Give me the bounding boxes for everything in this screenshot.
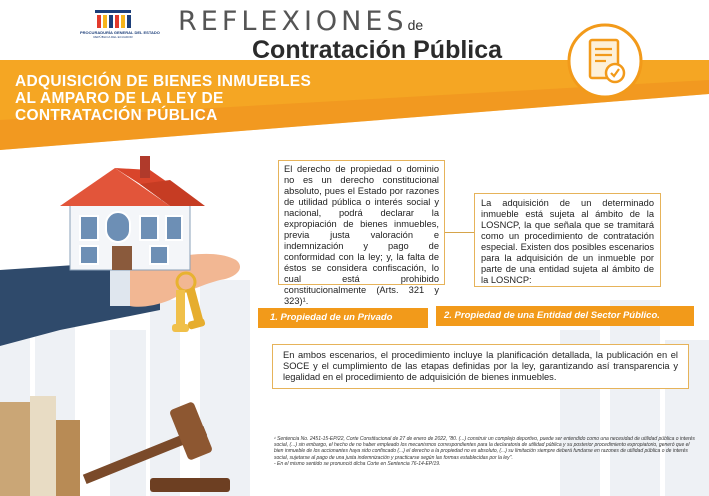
house-in-hand-illustration: [0, 150, 270, 350]
summary-text-box: En ambos escenarios, el procedimiento incluye la planificación detallada, la publicación en el SOCE y el cumplimiento de las etapas definidas por la ley, garantizando así transparencia y legalidad en el procedimiento de adquisición de bienes inmuebles.: [272, 344, 689, 389]
intro-text-box: El derecho de propiedad o dominio no es un derecho constitucional absoluto, pues el Estado por razones de utilidad pública o interés social y nacional, podrá declarar la expropiación de bienes inmuebles, previa justa valoración e indemnización y pago de conformidad con la ley; y, la falta de éstos se considera confiscación, lo cual está prohibido constitucionalmente (Arts. 321 y 323)¹.: [278, 160, 445, 285]
logo: [80, 8, 160, 56]
gavel-illustration: [0, 380, 260, 496]
logo-mark-icon: [93, 8, 133, 30]
gavel-icon: [83, 401, 230, 492]
connector-line: [445, 232, 474, 233]
footnote-text: ¹ Sentencia No. 2451-15-EP/22, Corte Constitucional de 27 de enero de 2022, "80. (...) construir un complejo deportivo, puede ser entendido como una necesidad de utilidad pública o interés social, (...) sin embargo, el hecho de no haber empleado los mecanismos correspondientes para la declaratoria de utilidad pública y su posterior procedimiento expropiatorio, generó que el bien inmueble de los accionantes haya sido confiscado (...) el derecho a la propiedad no es absoluto, (...) su limitación siempre deberá fundarse en razones de utilidad pública o de interés social, sujetarse al pago de una justa indemnización y practicarse según las formas establecidas por la ley".: [274, 436, 695, 461]
title-de: de: [407, 17, 424, 33]
banner-title-line1: ADQUISICIÓN DE BIENES INMUEBLES: [15, 73, 312, 90]
banner-title: [15, 73, 355, 124]
scope-text-box: La adquisición de un determinado inmueble está sujeta al ámbito de la LOSNCP, la que señala que se tramitará como un procedimiento de contratación especial. Existen dos posibles escenarios para la adquisición de un inmueble por parte de una entidad sujeta al ámbito de la LOSNCP:: [474, 193, 661, 287]
page-title: Contratación Pública: [252, 36, 503, 64]
document-check-icon: [566, 22, 644, 100]
logo-org-name: PROCURADURÍA GENERAL DEL ESTADO: [80, 30, 160, 35]
footnote: [274, 436, 700, 467]
title-reflexiones: REFLEXIONES: [178, 6, 408, 37]
option-public-entity-property: 2. Propiedad de una Entidad del Sector Público.: [436, 306, 694, 326]
books-icon: [0, 396, 80, 496]
house-icon: [60, 156, 205, 270]
banner-title-line2: AL AMPARO DE LA LEY DE: [15, 90, 224, 107]
header-title-top: [178, 6, 423, 36]
option-private-property: 1. Propiedad de un Privado: [258, 308, 428, 328]
footnote-note: - En el mismo sentido se pronunció dicha Corte en Sentencia 76-14-EP/19.: [274, 460, 441, 467]
logo-country: REPÚBLICA DEL ECUADOR: [93, 35, 133, 39]
banner-title-line3: CONTRATACIÓN PÚBLICA: [15, 107, 218, 124]
